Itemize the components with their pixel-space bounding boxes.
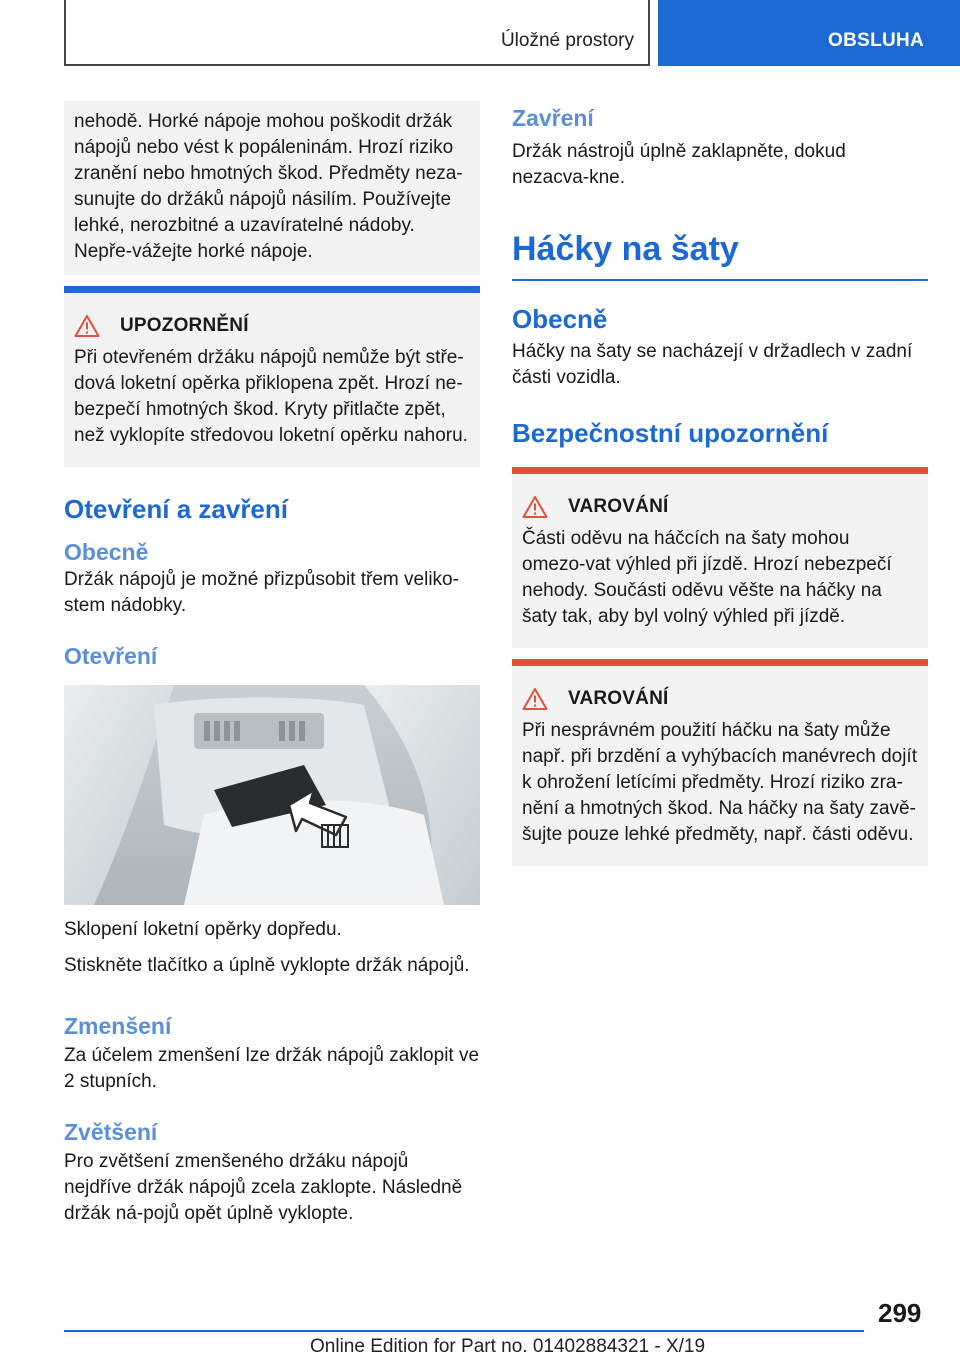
heading-general: Obecně [64, 539, 149, 565]
heading-reduce: Zmenšení [64, 1013, 172, 1039]
header-section-box [64, 0, 650, 66]
notice-body [64, 293, 480, 467]
intro-text: nehodě. Horké nápoje mohou poškodit držák nápojů nebo vést k popáleninám. Hrozí riziko zranění nebo hmotných škod. Předměty neza-sunujte do držáků nápojů násilím. Používejte lehké, nerozbitné a uzavíratelné nádoby. Nepře-vážejte horké nápoje. [74, 111, 463, 262]
warning-bar-2 [512, 659, 928, 666]
warning-text-1: Části oděvu na háčcích na šaty mohou omezo-vat výhled při jízdě. Hrozí nebezpečí nehody. Součásti oděvu věšte na háčky na šaty tak, aby byl volný výhled při jízdě. [522, 528, 892, 627]
open-step-text: Stiskněte tlačítko a úplně vyklopte držák nápojů. [64, 955, 470, 976]
warning-header-1 [522, 490, 918, 524]
notice-title: UPOZORNĚNÍ [120, 315, 249, 336]
footer-edition: Online Edition for Part no. 01402884321 - X/19 [310, 1336, 706, 1357]
heading-safety: Bezpečnostní upozornění [512, 418, 829, 448]
page-number: 299 [878, 1298, 922, 1328]
armrest-photo [64, 685, 480, 905]
notice-header [74, 309, 470, 343]
intro-box [64, 101, 480, 275]
heading-rule [512, 279, 928, 281]
warning-title-1: VAROVÁNÍ [568, 496, 669, 517]
footer-rule [64, 1330, 864, 1332]
section-title: Úložné prostory [500, 30, 634, 51]
heading-open-close: Otevření a zavření [64, 494, 288, 524]
warning-body-1 [512, 474, 928, 648]
warning-triangle-icon [74, 314, 100, 338]
header-tab [658, 0, 960, 66]
notice-box [64, 286, 480, 467]
warning-bar-1 [512, 467, 928, 474]
header-tab-label: OBSLUHA [828, 30, 925, 51]
warning-box-2 [512, 659, 928, 866]
warning-title-2: VAROVÁNÍ [568, 688, 669, 709]
warning-header-2 [522, 682, 918, 716]
heading-general-right: Obecně [512, 304, 608, 334]
notice-bar [64, 286, 480, 293]
armrest-illustration [64, 685, 480, 905]
reduce-text: Za účelem zmenšení lze držák nápojů zaklopit ve 2 stupních. [64, 1045, 480, 1092]
warning-triangle-icon [522, 687, 548, 711]
heading-clothes-hooks: Háčky na šaty [512, 230, 739, 268]
warning-text-2: Při nesprávném použití háčku na šaty může např. při brzdění a vyhýbacích manévrech dojít k ohrožení letícími předměty. Hrozí riziko zra-nění a hmotných škod. Na háčky na šaty zavě-šujte pouze lehké předměty, např. části oděvu. [522, 720, 917, 845]
close-text: Držák nástrojů úplně zaklapněte, dokud nezacva-kne. [512, 141, 846, 188]
photo-caption: Sklopení loketní opěrky dopředu. [64, 919, 342, 940]
heading-open: Otevření [64, 643, 158, 669]
warning-triangle-icon [522, 495, 548, 519]
right-column [512, 101, 928, 866]
notice-text: Při otevřeném držáku nápojů nemůže být stře-dová loketní opěrka přiklopena zpět. Hrozí ne-bezpečí hmotných škod. Kryty přitlačte zpět, než vyklopíte středovou loketní opěrku nahoru. [74, 347, 468, 446]
left-column [64, 101, 480, 1227]
enlarge-text: Pro zvětšení zmenšeného držáku nápojů nejdříve držák nápojů zcela zaklopte. Následně držák ná-pojů opět úplně vyklopte. [64, 1151, 463, 1224]
heading-enlarge: Zvětšení [64, 1119, 158, 1145]
warning-body-2 [512, 666, 928, 866]
general-text: Držák nápojů je možné přizpůsobit třem veliko-stem nádobky. [64, 569, 459, 616]
heading-close: Zavření [512, 105, 594, 131]
general-text-right: Háčky na šaty se nacházejí v držadlech v zadní části vozidla. [512, 341, 913, 388]
warning-box-1 [512, 467, 928, 648]
